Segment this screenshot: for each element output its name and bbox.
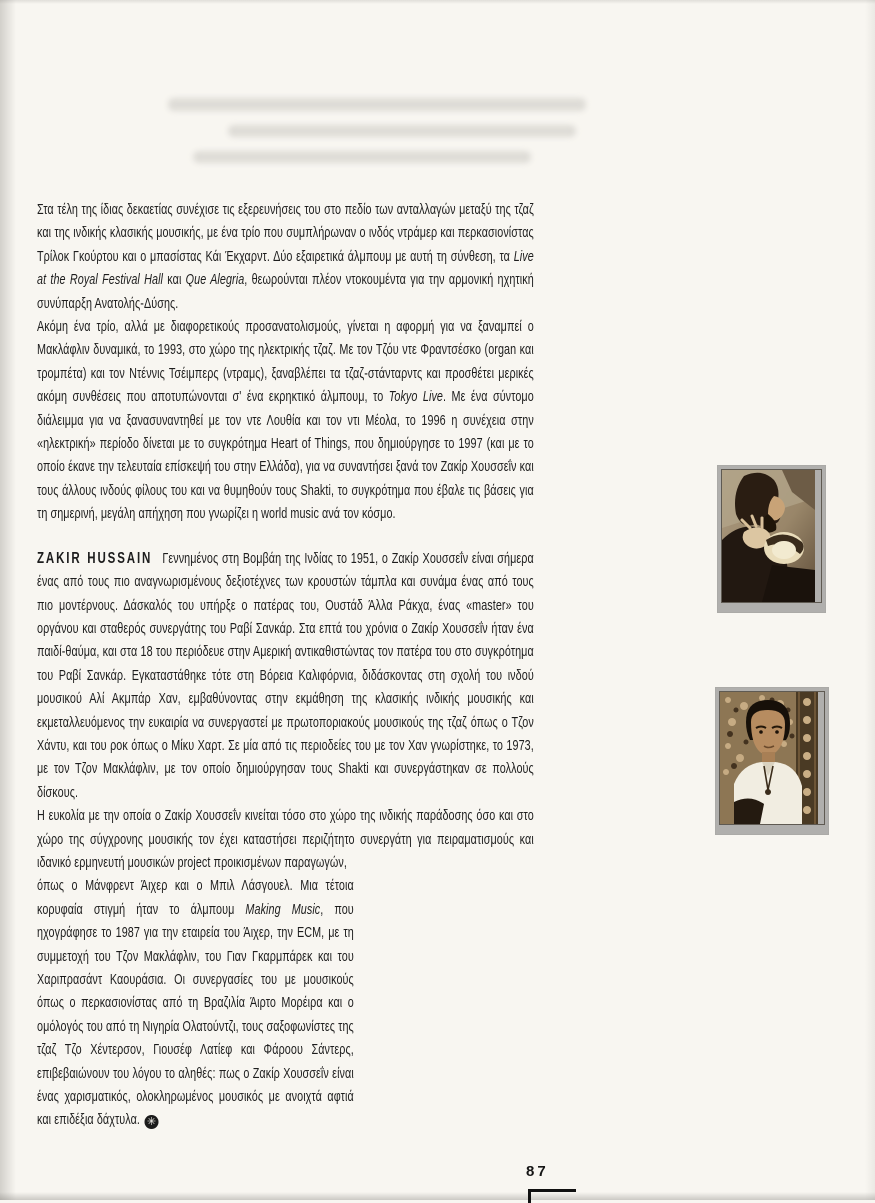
photo-frame <box>719 691 825 825</box>
scan-edge-shadow-top <box>0 0 875 4</box>
paragraph-electric-return: Ακόμη ένα τρίο, αλλά με διαφορετικούς προσανατολισμούς, γίνεται η αφορμή για να ξαναμπεί ο Μακλάφλιν δυναμικά, το 1993, στο χώρο της ηλεκτρικής τζαζ. Με τον Τζόυ ντε Φραντσέσκο (organ και τρομπέτα) και τον Ντέννις Τσέιμπερς (ντραμς), ξαναβλέπει τα τζαζ-στάνταρντς και προσθέτει μερικές ακόμη συνθέσεις που αποτυπώνονται σ' ένα εκρηκτικό άλμπουμ, το Tokyo Live. Με ένα σύντομο διάλειμμα για να ξανασυναντηθεί με τον ντε Λουθία και τον ντι Μέολα, το 1996 η συνέχεια στην «ηλεκτρική» περίοδο δίνεται με το συγκρότημα Heart of Things, που δημιούργησε το 1997 (και με το οποίο έκανε την τελευταία επίσκεψή του στην Ελλάδα), για να συναντήσει ξανά τον Ζακίρ Χουσσεΐν και τους άλλους ινδούς φίλους του και να θυμηθούν τους Shakti, το συγκρότημα που έβαλε τις βάσεις για τη σημερινή, μεγάλη απήχηση που γνωρίζει η world music ανά τον κόσμο. <box>37 318 534 523</box>
zakir-bio-text: Γεννημένος στη Βομβάη της Ινδίας το 1951, ο Ζακίρ Χουσσεΐν είναι σήμερα ένας από τους πιο αναγνωρισμένους δεξιοτέχνες των κρουστών τάμπλα και συνάμα ένας από τους πιο μοντέρνους. Δάσκαλός του υπήρξε ο πατέρας του, Ουστάδ Άλλα Ράκχα, ένας «master» του οργάνου και σταθερός συνεργάτης του Ραβί Σανκάρ. Στα επτά του χρόνια ο Ζακίρ Χουσσεΐν ήταν ένα παιδί-θαύμα, και στα 18 του περιόδευε στην Αμερική αντικαθιστώντας τον πατέρα του στο συγκρότημα του Ραβί Σανκάρ. Εγκαταστάθηκε τότε στη Βόρεια Καλιφόρνια, διδάσκοντας στη σχολή του ινδού μουσικού Αλί Ακμπάρ Χαν, εμβαθύνοντας στην εκμάθηση της κλασικής ινδικής μουσικής και εκμεταλλευόμενος την ευκαιρία να συνεργαστεί με πρωτοποριακούς μουσικούς της τζαζ όπως ο Τζον Χάντυ, και του ροκ όπως ο Μίκυ Χαρτ. Σε μία από τις περιοδείες του με τον Χαν γνωρίστηκε, το 1973, με τον Τζον Μακλάφλιν, με τον οποίο δημιούργησαν τους Shakti και συνεργάστηκαν σε πολλούς δίσκους. <box>37 549 534 801</box>
showthrough-ghost-text-line <box>168 98 586 111</box>
portrait-photo-art <box>720 692 818 824</box>
article-end-ornament-icon: ✳ <box>145 1115 164 1129</box>
photo-frame <box>721 469 822 603</box>
showthrough-ghost-text-line <box>193 151 531 163</box>
page-number: 87 <box>526 1163 549 1180</box>
section-heading-zakir-hussain: ZAKIR HUSSAIN <box>37 549 153 567</box>
photo-zakir-playing-tabla <box>718 466 825 612</box>
article-text-block <box>37 198 534 1132</box>
scan-edge-shadow-right <box>865 0 875 1200</box>
tabla-player-photo-art <box>722 470 815 602</box>
page-corner-rule <box>528 1189 576 1203</box>
paragraph-collaborations-wide: Η ευκολία με την οποία ο Ζακίρ Χουσσεΐν κινείται τόσο στο χώρο της ινδικής παράδοσης όσο και στο χώρο της σύγχρονης μουσικής τον έχει καταστήσει περιζήτητο συνεργάτη για πειραματισμούς και ιδανικό ερμηνευτή μουσικών project προικισμένων παραγωγών, <box>37 807 534 871</box>
scan-edge-shadow-bottom <box>0 1192 875 1200</box>
paragraph-collaborations-narrow <box>37 874 354 1131</box>
showthrough-ghost-text-line <box>228 125 576 137</box>
paragraph-zakir-bio <box>37 547 534 804</box>
photo-young-zakir-portrait <box>716 688 828 834</box>
collaborations-text: όπως ο Μάνφρεντ Άιχερ και ο Μπιλ Λάσγουελ. Μια τέτοια κορυφαία στιγμή ήταν το άλμπουμ Making Music, που ηχογράφησε το 1987 για την εταιρεία του Άιχερ, την ECM, με τη συμμετοχή του Τζον Μακλάφλιν, του Γιαν Γκαρμπάρεκ και του Χαριπρασάντ Καουράσια. Οι συνεργασίες του με μουσικούς όπως ο περκασιονίστας από τη Βραζιλία Άιρτο Μορέιρα και ο ομόλογός του από τη Νιγηρία Ολατούντζι, τους σαξοφωνίστες της τζαζ Τζο Χέντερσον, Γιουσέφ Λατίεφ και Φάροου Σάντερς, επιβεβαιώνουν του λόγου το αληθές: πως ο Ζακίρ Χουσσεΐν είναι ένας χαρισματικός, ολοκληρωμένος μουσικός με ανοιχτά αφτιά και επιδέξια δάχτυλα. <box>37 877 354 1129</box>
paragraph-trio-explorations: Στα τέλη της ίδιας δεκαετίας συνέχισε τις εξερευνήσεις του στο πεδίο των ανταλλαγών μεταξύ της τζαζ και της ινδικής κλασικής μουσικής, με ένα τρίο που συμπλήρωναν ο ινδός ντράμερ και περκασιονίστας Τρίλοκ Γκούρτου και ο μπασίστας Κάι Έκχαρντ. Δύο εξαιρετικά άλμπουμ με αυτή τη σύνθεση, τα Live at the Royal Festival Hall και Que Alegria, θεωρούνται πλέον ντοκουμέντα για την αρμονική ηχητική συνύπαρξη Ανατολής-Δύσης. <box>37 201 534 312</box>
scan-edge-shadow-left <box>0 0 16 1200</box>
